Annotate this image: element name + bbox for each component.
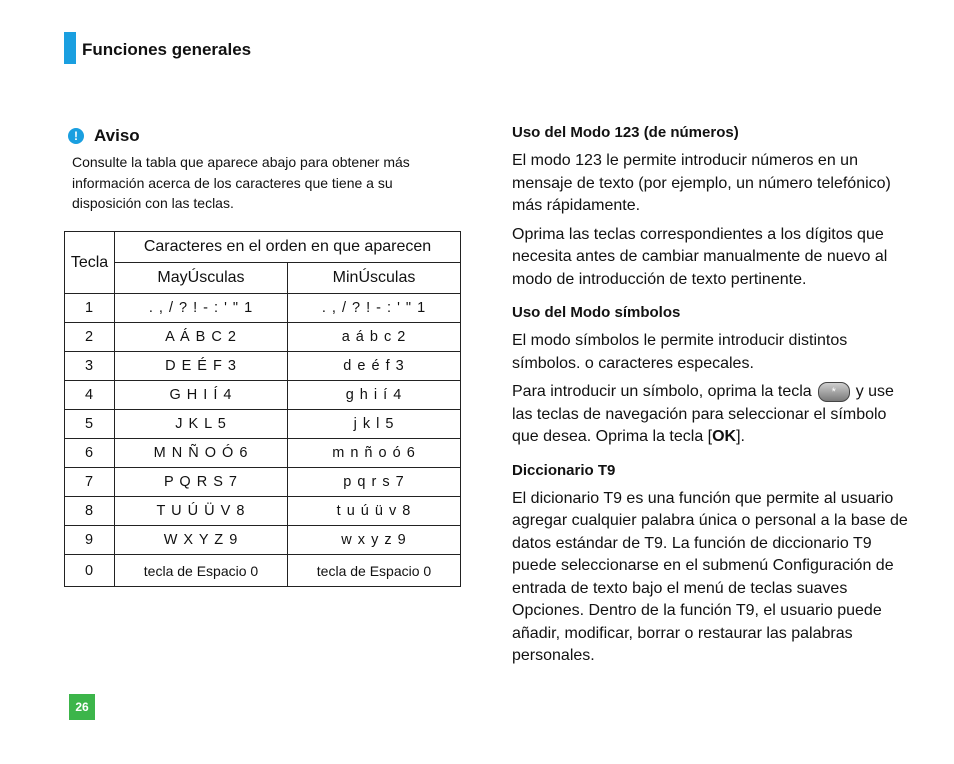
table-header-key: Tecla — [65, 232, 115, 294]
table-cell-key: 7 — [65, 468, 115, 497]
table-cell-key: 6 — [65, 439, 115, 468]
table-cell-upper: W X Y Z 9 — [115, 526, 288, 555]
table-row — [65, 468, 461, 497]
table-cell-upper: A Á B C 2 — [115, 323, 288, 352]
table-row — [65, 439, 461, 468]
table-cell-key: 9 — [65, 526, 115, 555]
table-cell-lower: j k l 5 — [288, 410, 461, 439]
table-cell-lower: m n ñ o ó 6 — [288, 439, 461, 468]
table-cell-upper: J K L 5 — [115, 410, 288, 439]
table-cell-lower: w x y z 9 — [288, 526, 461, 555]
table-cell-key: 8 — [65, 497, 115, 526]
notice-body: Consulte la tabla que aparece abajo para obtener más información acerca de los caracteres que tiene a su disposición con las teclas. — [72, 154, 410, 211]
table-cell-key: 5 — [65, 410, 115, 439]
table-row — [65, 526, 461, 555]
table-cell-key: 0 — [65, 555, 115, 587]
table-cell-upper: M N Ñ O Ó 6 — [115, 439, 288, 468]
star-key-icon: * — [818, 382, 850, 402]
table-row — [65, 294, 461, 323]
table-row — [65, 381, 461, 410]
table-row — [65, 323, 461, 352]
paragraph-symbol-key — [512, 381, 912, 449]
table-cell-upper: tecla de Espacio 0 — [115, 555, 288, 587]
ok-key-label: OK — [712, 428, 737, 445]
paragraph: El modo 123 le permite introducir números en un mensaje de texto (por ejemplo, un número telefónico) más rápidamente. — [512, 152, 891, 214]
table-cell-lower: . , / ? ! - : ' " 1 — [288, 294, 461, 323]
table-row — [65, 497, 461, 526]
table-cell-lower: g h i í 4 — [288, 381, 461, 410]
header-accent-bar — [64, 32, 76, 64]
section-title-symbols: Uso del Modo símbolos — [512, 304, 681, 321]
notice-title: Aviso — [94, 126, 140, 145]
table-cell-upper: D E É F 3 — [115, 352, 288, 381]
table-row — [65, 555, 461, 587]
table-cell-lower: p q r s 7 — [288, 468, 461, 497]
table-header-lower: MinÚsculas — [288, 263, 461, 294]
table-row — [65, 352, 461, 381]
character-table — [64, 231, 461, 587]
table-cell-lower: t u ú ü v 8 — [288, 497, 461, 526]
right-column — [512, 124, 912, 674]
table-cell-lower: d e é f 3 — [288, 352, 461, 381]
text-fragment: ]. — [736, 428, 745, 445]
section-title-t9: Diccionario T9 — [512, 461, 616, 479]
page-number-badge: 26 — [69, 694, 95, 720]
text-fragment: Para introducir un símbolo, oprima la tecla — [512, 383, 812, 400]
table-row — [65, 410, 461, 439]
section-title-123: Uso del Modo 123 (de números) — [512, 124, 739, 141]
page-section-title: Funciones generales — [82, 40, 252, 59]
text-fragment: y use las teclas de navegación para seleccionar el símbolo que desea. Oprima la tecla [ — [512, 383, 894, 445]
table-cell-upper: P Q R S 7 — [115, 468, 288, 497]
table-cell-upper: T U Ú Ü V 8 — [115, 497, 288, 526]
table-cell-key: 1 — [65, 294, 115, 323]
table-cell-upper: G H I Í 4 — [115, 381, 288, 410]
paragraph: Oprima las teclas correspondientes a los dígitos que necesita antes de cambiar manualmente de nuevo al modo de introducción de texto pertinente. — [512, 225, 888, 288]
table-cell-key: 3 — [65, 352, 115, 381]
table-header-upper: MayÚsculas — [115, 263, 288, 294]
table-header-group: Caracteres en el orden en que aparecen — [115, 232, 461, 263]
paragraph: El modo símbolos le permite introducir distintos símbolos. o caracteres especales. — [512, 332, 848, 372]
table-cell-key: 4 — [65, 381, 115, 410]
table-cell-lower: tecla de Espacio 0 — [288, 555, 461, 587]
paragraph: El dicionario T9 es una función que permite al usuario agregar cualquier palabra única o personal a la base de datos estándar de T9. La función de diccionario T9 puede seleccionarse en el submenú Configuración de entrada de texto bajo el menú de teclas suaves Opciones. Dentro de la función T9, el usuario puede añadir, modificar, borrar o restaurar las palabras personales. — [512, 489, 908, 664]
table-cell-lower: a á b c 2 — [288, 323, 461, 352]
table-cell-key: 2 — [65, 323, 115, 352]
table-cell-upper: . , / ? ! - : ' " 1 — [115, 294, 288, 323]
exclamation-icon: ! — [68, 128, 84, 144]
